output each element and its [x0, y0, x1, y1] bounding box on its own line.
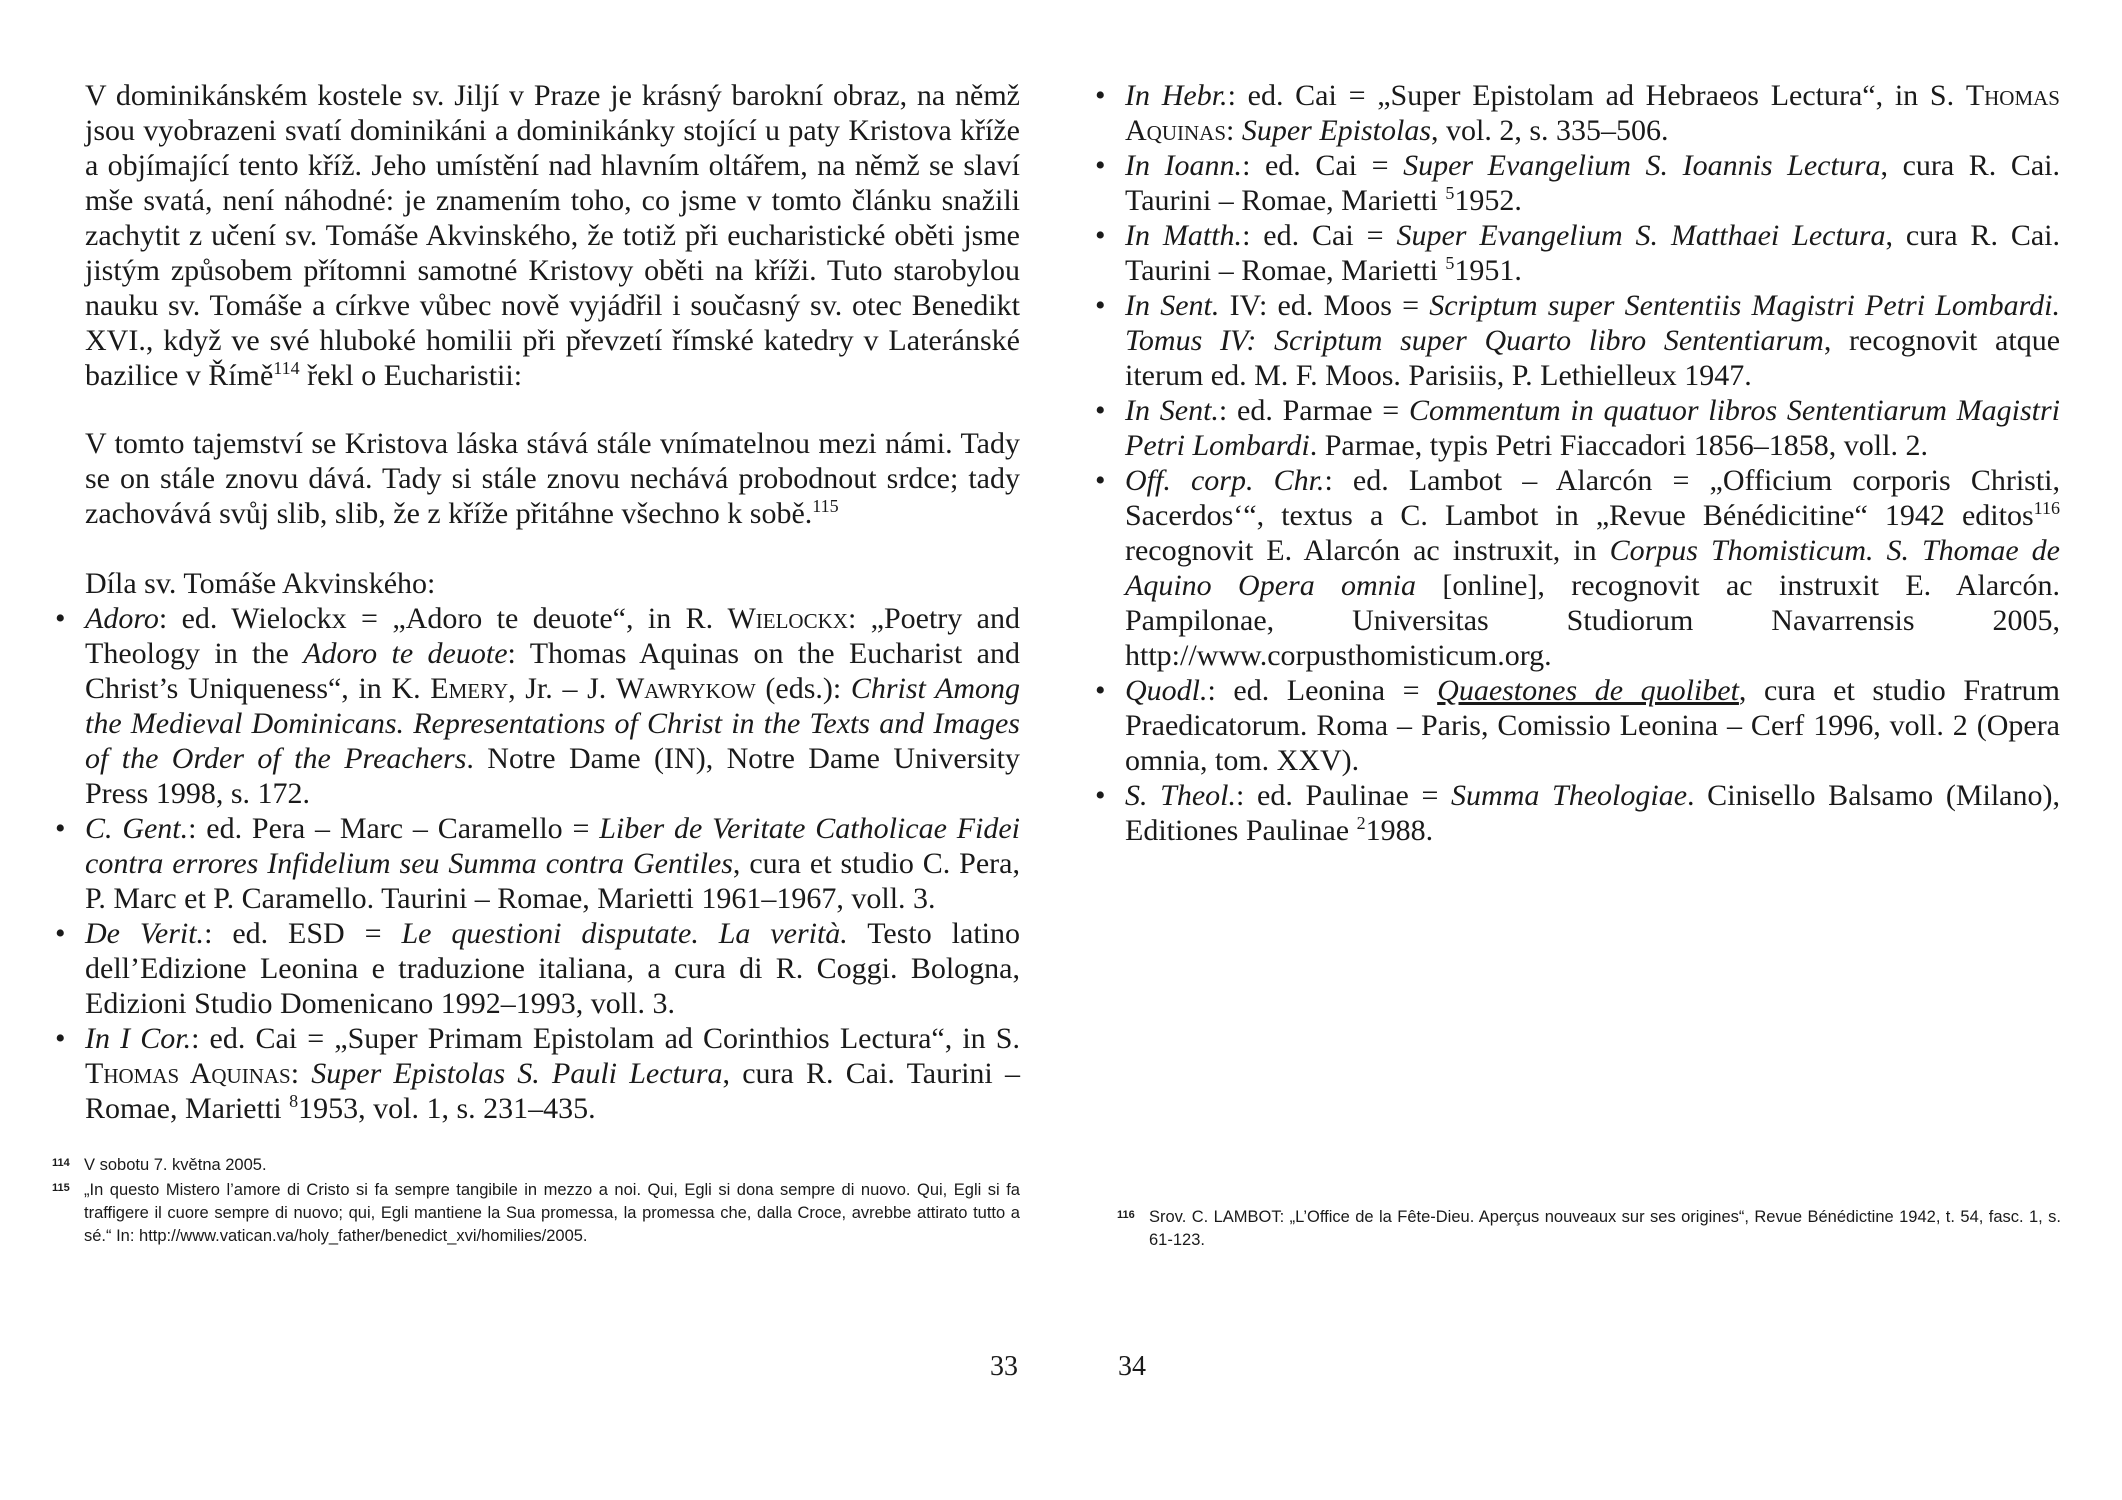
footnote-text: Srov. C. LAMBOT: „L’Office de la Fête-Dieu. Aperçus nouveaux sur ses origines“, Revue Bénédictine 1942, t. 54, fasc. 1, s. 61-123.: [1149, 1208, 2061, 1249]
ref-text: : ed. Paulinae =: [1236, 779, 1452, 812]
ref-abbr: Quodl.: [1125, 674, 1208, 707]
footnote-number: 114: [52, 1157, 70, 1169]
ref-abbr: In I Cor.: [85, 1022, 192, 1055]
page-number-left: 33: [990, 1351, 1018, 1382]
list-item: [85, 811, 1020, 916]
ref-text: , cura R. Cai. Taurini – Romae, Marietti: [1125, 149, 2061, 217]
ref-title: Super Epistolas: [1241, 114, 1432, 147]
intro-text-end: řekl o Eucharistii:: [299, 359, 523, 392]
footnotes-right: [1117, 1206, 2061, 1254]
ref-abbr: In Matth.: [1125, 219, 1243, 252]
right-page: [1061, 0, 2122, 1500]
footnote-ref-116[interactable]: 116: [2033, 498, 2060, 518]
ref-text: , cura R. Cai. Taurini – Romae, Marietti: [85, 1057, 1020, 1125]
ref-abbr: In Ioann.: [1125, 149, 1243, 182]
ref-text: : ed. ESD =: [204, 917, 402, 950]
footnote-number: 115: [52, 1182, 70, 1194]
ref-text: : ed. Cai = „Super Primam Epistolam ad Corinthios Lectura“, in S.: [191, 1022, 1020, 1055]
ref-title: Super Evangelium S. Matthaei Lectura: [1396, 219, 1886, 252]
footnote-number: 116: [1117, 1209, 1135, 1221]
list-item: [1125, 463, 2060, 673]
list-item: [85, 601, 1020, 811]
ref-abbr: C. Gent.: [85, 812, 189, 845]
ref-text: 1952.: [1454, 184, 1522, 217]
ref-text: : ed. Lambot – Alarcón = „Officium corporis Christi, Sacerdos‘“, textus a C. Lambot in „Revue Bénédicitine“ 1942 editos: [1125, 464, 2060, 532]
ref-text: , vol. 2, s. 335–506.: [1431, 114, 1669, 147]
ref-title: Adoro te deuote: [303, 637, 508, 670]
footnotes-left: [52, 1154, 1020, 1250]
ref-abbr: Off. corp. Chr.: [1125, 464, 1325, 497]
intro-text: V dominikánském kostele sv. Jiljí v Praze je krásný barokní obraz, na němž jsou vyobrazeni svatí dominikáni a dominikánky stojící u paty Kristova kříže a objímající tento kříž. Jeho umístění nad hlavním oltářem, na němž se slaví mše svatá, není náhodné: je znamením toho, co jsme v tomto článku snažili zachytit z učení sv. Tomáše Akvinského, že totiž při eucharistické oběti jsme jistým způsobem přítomni samotné Kristovy oběti na kříži. Tuto starobylou nauku sv. Tomáše a církve vůbec nově vyjádřil i současný sv. otec Benedikt XVI., když ve své hluboké homilii při převzetí římské katedry v Lateránské bazilice v Římě: [85, 79, 1020, 392]
ref-title: Super Epistolas S. Pauli Lectura: [311, 1057, 723, 1090]
ref-text: : ed. Wielockx = „Adoro te deuote“, in R.: [158, 602, 728, 635]
ref-text: 1951.: [1454, 254, 1522, 287]
ref-text: , Jr. – J.: [508, 672, 616, 705]
works-list-right: [1125, 78, 2060, 848]
edition-number: 5: [1445, 183, 1455, 203]
ref-text: . Cinisello Balsamo (Milano), Editiones Paulinae: [1125, 779, 2060, 847]
ref-text: , cura R. Cai. Taurini – Romae, Marietti: [1125, 219, 2061, 287]
homily-quote: [85, 426, 1020, 531]
list-item: [1125, 778, 2060, 848]
ref-text: . Parmae, typis Petri Fiaccadori 1856–1858, voll. 2.: [1309, 429, 1928, 462]
list-item: [1125, 288, 2060, 393]
ref-text: : Thomas Aquinas on the Eucharist and Christ’s Uniqueness“, in K.: [85, 637, 1020, 705]
ref-text: : ed. Parmae =: [1218, 394, 1409, 427]
list-item: [1125, 393, 2060, 463]
ref-author: Thomas Aquinas: [85, 1057, 291, 1090]
list-item: [85, 916, 1020, 1021]
ref-author: Emery: [430, 672, 509, 705]
list-item: [85, 1021, 1020, 1126]
ref-author: Wielockx: [727, 602, 848, 635]
left-main-text: [85, 78, 1020, 1126]
ref-text: : ed. Cai = „Super Epistolam ad Hebraeos Lectura“, in S.: [1227, 79, 1966, 112]
ref-title: Quaestones de quolibet: [1437, 674, 1739, 707]
ref-text: IV: ed. Moos =: [1219, 289, 1430, 322]
ref-title: Christ Among the Medieval Dominicans. Representations of Christ in the Texts and Images of the Order of the Preachers: [85, 672, 1020, 775]
ref-author: Wawrykow: [615, 672, 756, 705]
ref-title: Summa Theologiae: [1451, 779, 1688, 812]
ref-abbr: In Hebr.: [1125, 79, 1228, 112]
ref-text: : ed. Cai =: [1242, 149, 1404, 182]
edition-number: 2: [1356, 813, 1366, 833]
intro-paragraph: [85, 78, 1020, 393]
right-main-text: [1125, 78, 2060, 848]
ref-title: Scriptum super Sententiis Magistri Petri Lombardi. Tomus IV: Scriptum super Quarto libro Sententiarum: [1125, 289, 2060, 357]
works-list-left: [85, 601, 1020, 1126]
ref-title: Commentum in quatuor libros Sententiarum Magistri Petri Lombardi: [1125, 394, 2061, 462]
ref-abbr: In Sent.: [1125, 394, 1219, 427]
ref-title: Corpus Thomisticum. S. Thomae de Aquino Opera omnia: [1125, 534, 2060, 602]
ref-text: recognovit E. Alarcón ac instruxit, in: [1125, 534, 1610, 567]
ref-text: . Notre Dame (IN), Notre Dame University Press 1998, s. 172.: [85, 742, 1020, 810]
ref-title: Le questioni disputate. La verità.: [401, 917, 848, 950]
ref-title: Super Evangelium S. Ioannis Lectura: [1403, 149, 1881, 182]
footnote-ref-115[interactable]: 115: [812, 496, 839, 516]
footnote-114: [52, 1154, 1020, 1177]
ref-text: :: [290, 1057, 312, 1090]
list-item: [1125, 673, 2060, 778]
ref-abbr: De Verit.: [85, 917, 205, 950]
page-number-right: 34: [1118, 1351, 1146, 1382]
list-item: [1125, 218, 2060, 288]
ref-text: , cura et studio C. Pera, P. Marc et P. Caramello. Taurini – Romae, Marietti 1961–1967, voll. 3.: [85, 847, 1020, 915]
ref-text: : „Poetry and Theology in the: [85, 602, 1020, 670]
ref-text: , cura et studio Fratrum Praedicatorum. Roma – Paris, Comissio Leonina – Cerf 1996, voll. 2 (Opera omnia, tom. XXV).: [1125, 674, 2060, 777]
ref-text: 1953, vol. 1, s. 231–435.: [298, 1092, 596, 1125]
ref-abbr: In Sent.: [1125, 289, 1220, 322]
footnote-text: „In questo Mistero l’amore di Cristo si fa sempre tangibile in mezzo a noi. Qui, Egli si dona sempre di nuovo. Qui, Egli si fa traffigere il cuore sempre di nuovo; qui, Egli mantiene la Sua promessa, la promessa che, dalla Croce, avrebbe attirato tutto a sé.“ In: http://www.vatican.va/holy_father/benedict_xvi/homilies/2005.: [84, 1181, 1020, 1245]
footnote-ref-114[interactable]: 114: [273, 358, 300, 378]
ref-text: : ed. Cai =: [1242, 219, 1397, 252]
edition-number: 8: [289, 1091, 299, 1111]
ref-author: Thomas Aquinas: [1125, 79, 2060, 147]
ref-abbr: S. Theol.: [1125, 779, 1236, 812]
footnote-116: [1117, 1206, 2061, 1252]
list-item: [1125, 148, 2060, 218]
ref-text: (eds.):: [755, 672, 851, 705]
ref-abbr: Adoro: [85, 602, 159, 635]
ref-text: , recognovit atque iterum ed. M. F. Moos. Parisiis, P. Lethielleux 1947.: [1125, 324, 2061, 392]
ref-text: : ed. Pera – Marc – Caramello =: [188, 812, 600, 845]
ref-text: Testo latino dell’Edizione Leonina e traduzione italiana, a cura di R. Coggi. Bologna, Edizioni Studio Domenicano 1992–1993, voll. 3.: [85, 917, 1020, 1020]
ref-title: Liber de Veritate Catholicae Fidei contra errores Infidelium seu Summa contra Gentiles: [85, 812, 1021, 880]
quote-text: V tomto tajemství se Kristova láska stává stále vnímatelnou mezi námi. Tady se on stále znovu dává. Tady si stále znovu nechává probodnout srdce; tady zachovává svůj slib, slib, že z kříže přitáhne všechno k sobě.: [85, 427, 1020, 530]
ref-text: [online], recognovit ac instruxit E. Alarcón. Pampilonae, Universitas Studiorum Navarrensis 2005, http://www.corpusthomisticum.org.: [1125, 569, 2060, 672]
edition-number: 5: [1445, 253, 1455, 273]
ref-text: : ed. Leonina =: [1207, 674, 1438, 707]
ref-text: 1988.: [1365, 814, 1434, 847]
list-item: [1125, 78, 2060, 148]
ref-text: :: [1226, 114, 1242, 147]
footnote-text: V sobotu 7. května 2005.: [84, 1156, 267, 1174]
works-heading: Díla sv. Tomáše Akvinského:: [85, 567, 436, 600]
footnote-115: [52, 1179, 1020, 1248]
